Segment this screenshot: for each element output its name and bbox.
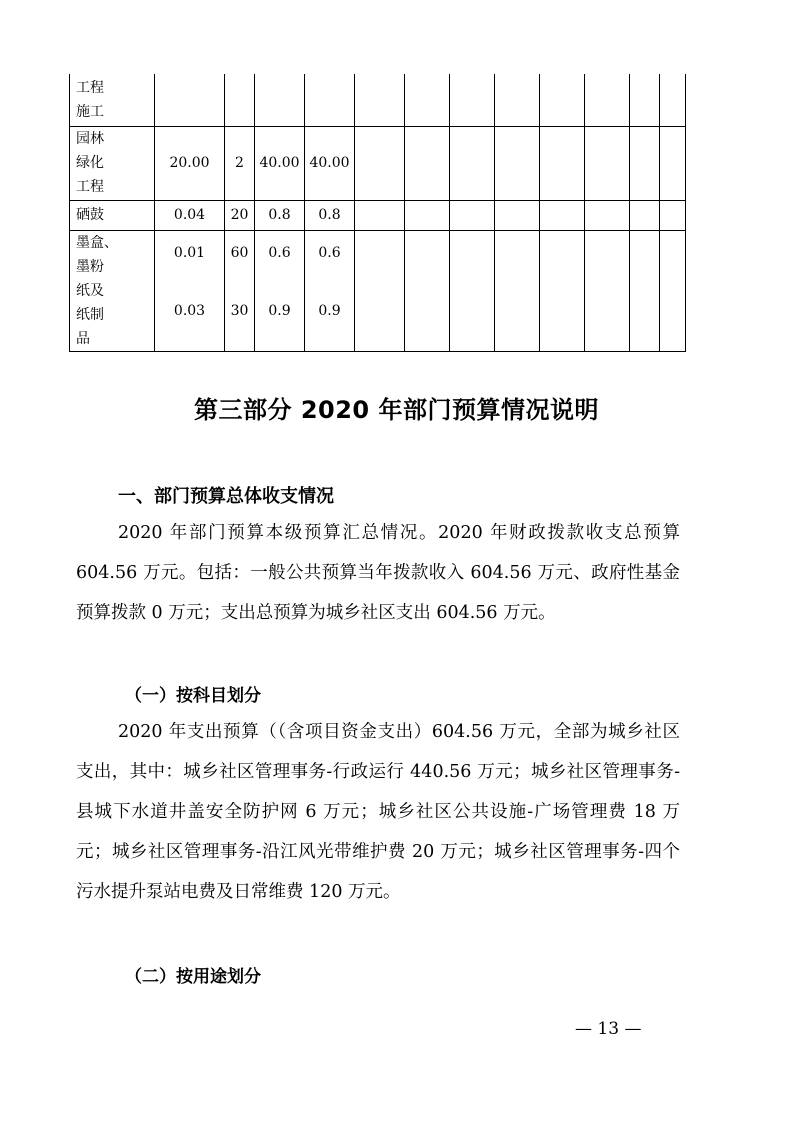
section-paragraph: 2020 年部门预算本级预算汇总情况。2020 年财政拨款收支总预算 604.56 万元。包括：一般公共预算当年拨款收入 604.56 万元、政府性基金预算拨款 0 万元；支出总预算为城乡社区支出 604.56 万元。 (76, 523, 680, 623)
subsection-paragraph: 2020 年支出预算（（含项目资金支出）604.56 万元，全部为城乡社区支出，其中：城乡社区管理事务-行政运行 440.56 万元；城乡社区管理事务-县城下水道井盖安全防护网 6 万元；城乡社区公共设施-广场管理费 18 万元；城乡社区管理事务-沿江风光带维护费 20 万元；城乡社区管理事务-四个污水提升泵站电费及日常维费 120 万元。 (76, 722, 680, 902)
table-row (70, 200, 686, 230)
unit-price-pair: 0.01 0.03 (155, 230, 225, 351)
part-heading: 第三部分 2020 年部门预算情况说明 (193, 396, 599, 424)
procurement-table (69, 74, 686, 352)
item-cell: 工程 施工 (70, 74, 155, 126)
quantity-pair: 60 30 (225, 230, 255, 351)
quantity: 2 (225, 126, 255, 200)
amount-total: 40.00 (305, 126, 355, 200)
page-number: — 13 — (575, 1019, 642, 1039)
amount-pair: 0.6 0.9 (255, 230, 305, 351)
amount-total: 0.8 (305, 200, 355, 230)
item-cell: 墨盒、 墨粉 纸及 纸制 品 (70, 230, 155, 351)
table-row (70, 230, 686, 351)
quantity: 20 (225, 200, 255, 230)
unit-price: 20.00 (155, 126, 225, 200)
unit-price: 0.04 (155, 200, 225, 230)
amount: 40.00 (255, 126, 305, 200)
item-cell: 硒鼓 (70, 200, 155, 230)
section-heading: 一、部门预算总体收支情况 (118, 486, 334, 507)
table-row (70, 126, 686, 200)
amount: 0.8 (255, 200, 305, 230)
table-row (70, 74, 686, 126)
subsection-heading: （二）按用途划分 (125, 967, 261, 987)
amount-total-pair: 0.6 0.9 (305, 230, 355, 351)
item-cell: 园林 绿化 工程 (70, 126, 155, 200)
subsection-heading: （一）按科目划分 (125, 686, 261, 706)
